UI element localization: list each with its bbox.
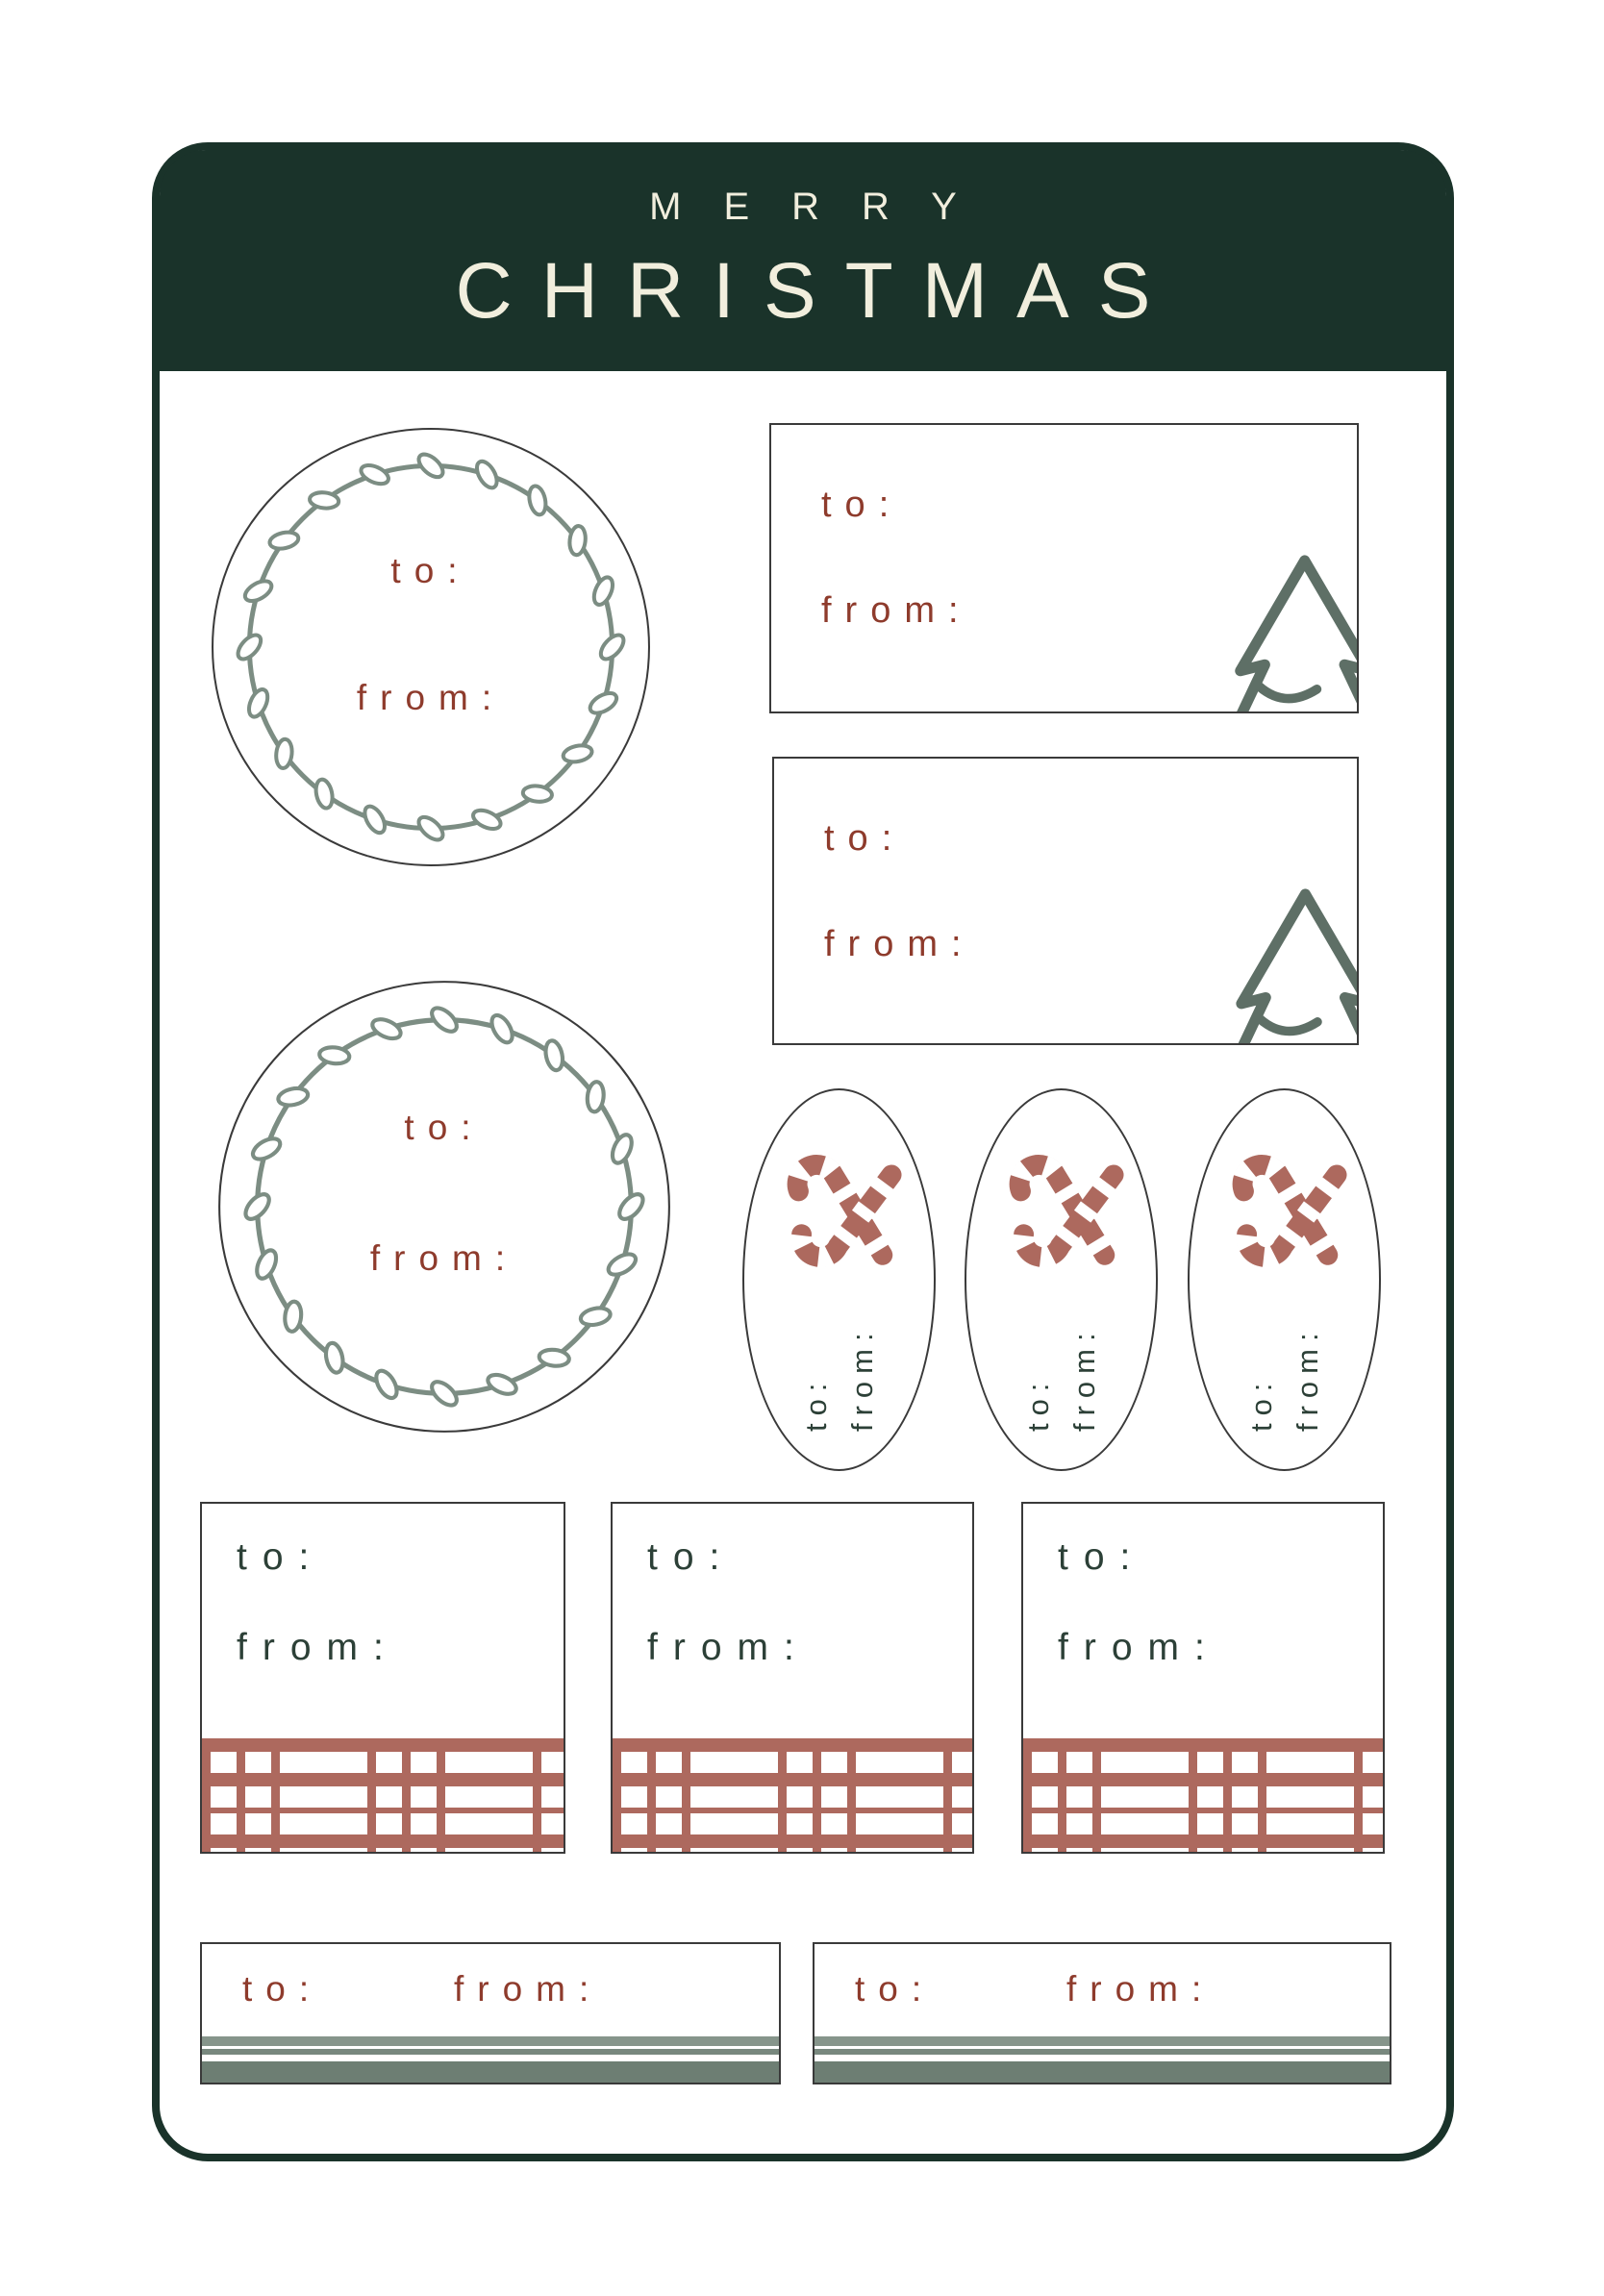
- stripe-pattern: [815, 2036, 1390, 2083]
- tree-rect-tag: [772, 757, 1359, 1045]
- candy-canes-icon: [758, 1129, 921, 1292]
- from-label: from:: [356, 677, 506, 717]
- from-label: from:: [821, 590, 972, 631]
- candy-canes-icon: [980, 1129, 1143, 1292]
- vertical-labels: [1238, 1287, 1330, 1432]
- plaid-pattern: [202, 1738, 564, 1852]
- to-label: to:: [242, 1969, 323, 2009]
- to-label: to:: [821, 485, 903, 525]
- to-label: to:: [1058, 1536, 1146, 1578]
- plaid-square-tag: [200, 1502, 565, 1854]
- wreath-icon: [210, 426, 652, 868]
- header-merry: MERRY: [649, 185, 999, 228]
- candy-oval-tag: [965, 1088, 1158, 1471]
- from-label: from:: [844, 1325, 879, 1433]
- from-label: from:: [1058, 1627, 1220, 1668]
- from-label: from:: [454, 1969, 603, 2009]
- candy-canes-icon: [1203, 1129, 1366, 1292]
- header-christmas: CHRISTMAS: [455, 246, 1180, 335]
- plaid-pattern: [1023, 1738, 1383, 1852]
- to-label: to:: [798, 1375, 833, 1433]
- candy-oval-tag: [742, 1088, 936, 1471]
- wreath-circle-tag: [212, 428, 650, 866]
- from-label: from:: [1290, 1325, 1324, 1433]
- pine-trees-icon: [771, 425, 1357, 711]
- gift-tag-sheet: [152, 142, 1454, 2161]
- to-label: to:: [1020, 1375, 1055, 1433]
- to-label: to:: [404, 1107, 485, 1147]
- from-label: from:: [1066, 1969, 1216, 2009]
- from-label: from:: [824, 924, 975, 964]
- from-label: from:: [647, 1627, 810, 1668]
- plaid-square-tag: [611, 1502, 974, 1854]
- wreath-circle-tag: [217, 981, 671, 1433]
- to-label: to:: [647, 1536, 736, 1578]
- to-label: to:: [390, 550, 471, 590]
- to-label: to:: [1243, 1375, 1278, 1433]
- candy-oval-tag: [1188, 1088, 1381, 1471]
- pine-trees-icon: [774, 759, 1357, 1043]
- vertical-labels: [792, 1287, 885, 1432]
- to-label: to:: [824, 818, 906, 859]
- plaid-square-tag: [1021, 1502, 1385, 1854]
- to-label: to:: [855, 1969, 936, 2009]
- header-banner: [160, 150, 1446, 371]
- stripe-pattern: [202, 2036, 779, 2083]
- from-label: from:: [237, 1627, 399, 1668]
- plaid-pattern: [613, 1738, 972, 1852]
- vertical-labels: [1015, 1287, 1107, 1432]
- to-label: to:: [237, 1536, 325, 1578]
- stripe-banner-tag: [813, 1942, 1391, 2084]
- tree-rect-tag: [769, 423, 1359, 713]
- stripe-banner-tag: [200, 1942, 781, 2084]
- from-label: from:: [369, 1237, 519, 1278]
- from-label: from:: [1066, 1325, 1101, 1433]
- wreath-icon: [215, 979, 673, 1435]
